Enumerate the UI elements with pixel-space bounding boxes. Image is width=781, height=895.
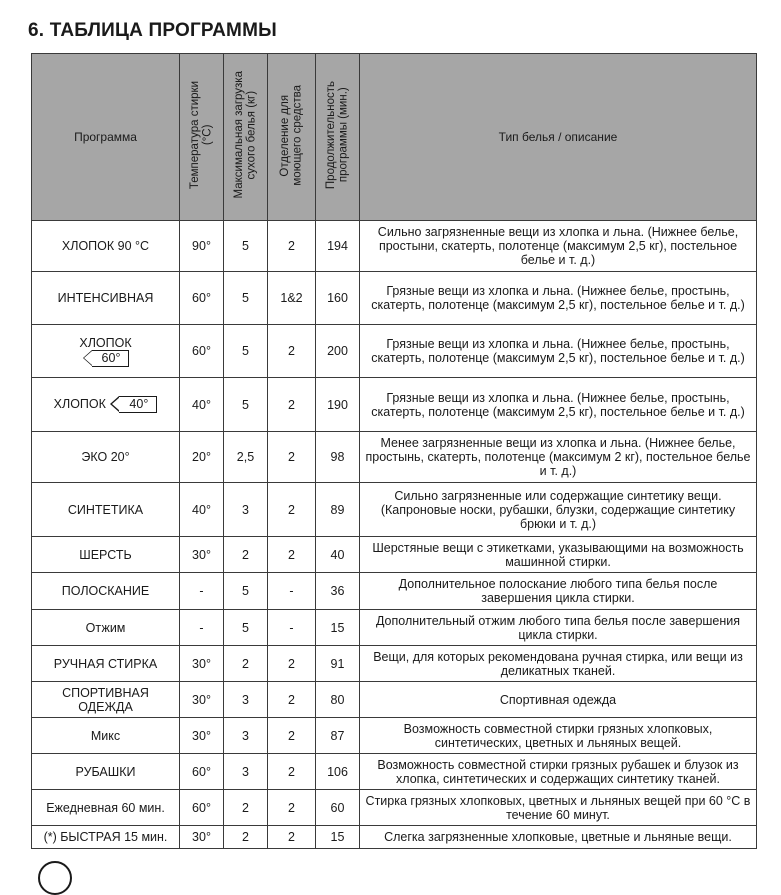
table-row bbox=[32, 537, 757, 573]
duration-value: 160 bbox=[316, 272, 360, 325]
duration-value: 36 bbox=[316, 573, 360, 610]
duration-value: 60 bbox=[316, 790, 360, 826]
table-row bbox=[32, 610, 757, 646]
description-value: Дополнительный отжим любого типа белья после завершения цикла стирки. bbox=[360, 610, 757, 646]
table-row bbox=[32, 718, 757, 754]
header-duration: Продолжительность программы (мин.) bbox=[316, 54, 360, 221]
load-value: 5 bbox=[224, 272, 268, 325]
program-name: Ежедневная 60 мин. bbox=[32, 790, 180, 826]
detergent-value: 2 bbox=[268, 432, 316, 483]
program-name: ЭКО 20° bbox=[32, 432, 180, 483]
page-title: 6. ТАБЛИЦА ПРОГРАММЫ bbox=[28, 20, 277, 41]
description-value: Сильно загрязненные вещи из хлопка и льна. (Нижнее белье, простыни, скатерть, полотенце (максимум 2,5 кг), постельное белье и т. д.) bbox=[360, 221, 757, 272]
program-name: СПОРТИВНАЯ ОДЕЖДА bbox=[32, 682, 180, 718]
program-table bbox=[31, 53, 757, 849]
program-name: ПОЛОСКАНИЕ bbox=[32, 573, 180, 610]
description-value: Стирка грязных хлопковых, цветных и льняных вещей при 60 °C в течение 60 минут. bbox=[360, 790, 757, 826]
table-row bbox=[32, 378, 757, 432]
program-name: (*) БЫСТРАЯ 15 мин. bbox=[32, 826, 180, 849]
load-value: 2 bbox=[224, 826, 268, 849]
temperature-value: 90° bbox=[180, 221, 224, 272]
description-value: Грязные вещи из хлопка и льна. (Нижнее белье, простынь, скатерть, полотенце (максимум 2,5 кг), постельное белье и т. д.) bbox=[360, 325, 757, 378]
load-value: 2 bbox=[224, 790, 268, 826]
duration-value: 15 bbox=[316, 826, 360, 849]
temperature-value: - bbox=[180, 610, 224, 646]
detergent-value: 1&2 bbox=[268, 272, 316, 325]
load-value: 2,5 bbox=[224, 432, 268, 483]
header-max-load: Максимальная загрузка сухого белья (кг) bbox=[224, 54, 268, 221]
table-row bbox=[32, 272, 757, 325]
detergent-value: 2 bbox=[268, 826, 316, 849]
detergent-value: - bbox=[268, 610, 316, 646]
header-description: Тип белья / описание bbox=[360, 54, 757, 221]
program-name-with-badge bbox=[32, 325, 180, 378]
temperature-value: 30° bbox=[180, 537, 224, 573]
load-value: 5 bbox=[224, 573, 268, 610]
description-value: Шерстяные вещи с этикетками, указывающими на возможность машинной стирки. bbox=[360, 537, 757, 573]
detergent-value: 2 bbox=[268, 483, 316, 537]
load-value: 3 bbox=[224, 754, 268, 790]
detergent-value: 2 bbox=[268, 378, 316, 432]
detergent-value: - bbox=[268, 573, 316, 610]
temperature-value: 60° bbox=[180, 790, 224, 826]
program-name: ИНТЕНСИВНАЯ bbox=[32, 272, 180, 325]
header-detergent: Отделение для моющего средства bbox=[268, 54, 316, 221]
temperature-value: 30° bbox=[180, 826, 224, 849]
duration-value: 89 bbox=[316, 483, 360, 537]
program-name: Отжим bbox=[32, 610, 180, 646]
duration-value: 98 bbox=[316, 432, 360, 483]
description-value: Менее загрязненные вещи из хлопка и льна. (Нижнее белье, простынь, скатерть, полотенце (максимум 2 кг), постельное белье и т. д.) bbox=[360, 432, 757, 483]
program-name: ХЛОПОК bbox=[53, 397, 106, 411]
description-value: Грязные вещи из хлопка и льна. (Нижнее белье, простынь, скатерть, полотенце (максимум 2,5 кг), постельное белье и т. д.) bbox=[360, 378, 757, 432]
table-row bbox=[32, 826, 757, 849]
table-row bbox=[32, 432, 757, 483]
duration-value: 80 bbox=[316, 682, 360, 718]
description-value: Слегка загрязненные хлопковые, цветные и льняные вещи. bbox=[360, 826, 757, 849]
duration-value: 200 bbox=[316, 325, 360, 378]
temperature-value: 60° bbox=[180, 272, 224, 325]
temperature-value: 30° bbox=[180, 718, 224, 754]
load-value: 5 bbox=[224, 221, 268, 272]
description-value: Спортивная одежда bbox=[360, 682, 757, 718]
duration-value: 15 bbox=[316, 610, 360, 646]
program-name: ШЕРСТЬ bbox=[32, 537, 180, 573]
load-value: 5 bbox=[224, 325, 268, 378]
detergent-value: 2 bbox=[268, 646, 316, 682]
duration-value: 194 bbox=[316, 221, 360, 272]
detergent-value: 2 bbox=[268, 754, 316, 790]
description-value: Грязные вещи из хлопка и льна. (Нижнее белье, простынь, скатерть, полотенце (максимум 2,5 кг), постельное белье и т. д.) bbox=[360, 272, 757, 325]
temperature-badge: 60° bbox=[92, 350, 130, 367]
header-program: Программа bbox=[32, 54, 180, 221]
table-row bbox=[32, 682, 757, 718]
program-name: ХЛОПОК bbox=[79, 335, 132, 350]
description-value: Сильно загрязненные или содержащие синтетику вещи. (Капроновые носки, рубашки, блузки, содержащие синтетику брюки и т. д.) bbox=[360, 483, 757, 537]
temperature-value: 30° bbox=[180, 646, 224, 682]
temperature-value: 30° bbox=[180, 682, 224, 718]
temperature-value: - bbox=[180, 573, 224, 610]
table-row bbox=[32, 325, 757, 378]
load-value: 3 bbox=[224, 718, 268, 754]
detergent-value: 2 bbox=[268, 325, 316, 378]
table-row bbox=[32, 483, 757, 537]
load-value: 2 bbox=[224, 646, 268, 682]
table-row bbox=[32, 646, 757, 682]
table-row bbox=[32, 221, 757, 272]
program-name-with-badge bbox=[32, 378, 180, 432]
header-temperature: Температура стирки (°C) bbox=[180, 54, 224, 221]
temperature-value: 20° bbox=[180, 432, 224, 483]
table-row bbox=[32, 573, 757, 610]
description-value: Возможность совместной стирки грязных рубашек и блузок из хлопка, синтетических и содержащих синтетику тканей. bbox=[360, 754, 757, 790]
table-row bbox=[32, 754, 757, 790]
duration-value: 190 bbox=[316, 378, 360, 432]
temperature-badge: 40° bbox=[119, 396, 157, 413]
duration-value: 91 bbox=[316, 646, 360, 682]
table-header-row bbox=[32, 54, 757, 221]
load-value: 3 bbox=[224, 483, 268, 537]
detergent-value: 2 bbox=[268, 790, 316, 826]
program-name: РУБАШКИ bbox=[32, 754, 180, 790]
table-row bbox=[32, 790, 757, 826]
program-name: Микс bbox=[32, 718, 180, 754]
detergent-value: 2 bbox=[268, 221, 316, 272]
duration-value: 106 bbox=[316, 754, 360, 790]
temperature-value: 60° bbox=[180, 325, 224, 378]
load-value: 5 bbox=[224, 378, 268, 432]
description-value: Дополнительное полоскание любого типа белья после завершения цикла стирки. bbox=[360, 573, 757, 610]
load-value: 2 bbox=[224, 537, 268, 573]
duration-value: 40 bbox=[316, 537, 360, 573]
detergent-value: 2 bbox=[268, 718, 316, 754]
load-value: 3 bbox=[224, 682, 268, 718]
program-name: ХЛОПОК 90 °C bbox=[32, 221, 180, 272]
load-value: 5 bbox=[224, 610, 268, 646]
program-name: РУЧНАЯ СТИРКА bbox=[32, 646, 180, 682]
program-name: СИНТЕТИКА bbox=[32, 483, 180, 537]
duration-value: 87 bbox=[316, 718, 360, 754]
temperature-value: 60° bbox=[180, 754, 224, 790]
description-value: Возможность совместной стирки грязных хлопковых, синтетических, цветных и льняных вещей. bbox=[360, 718, 757, 754]
temperature-value: 40° bbox=[180, 378, 224, 432]
detergent-value: 2 bbox=[268, 537, 316, 573]
info-icon bbox=[38, 861, 72, 895]
temperature-value: 40° bbox=[180, 483, 224, 537]
detergent-value: 2 bbox=[268, 682, 316, 718]
description-value: Вещи, для которых рекомендована ручная стирка, или вещи из деликатных тканей. bbox=[360, 646, 757, 682]
